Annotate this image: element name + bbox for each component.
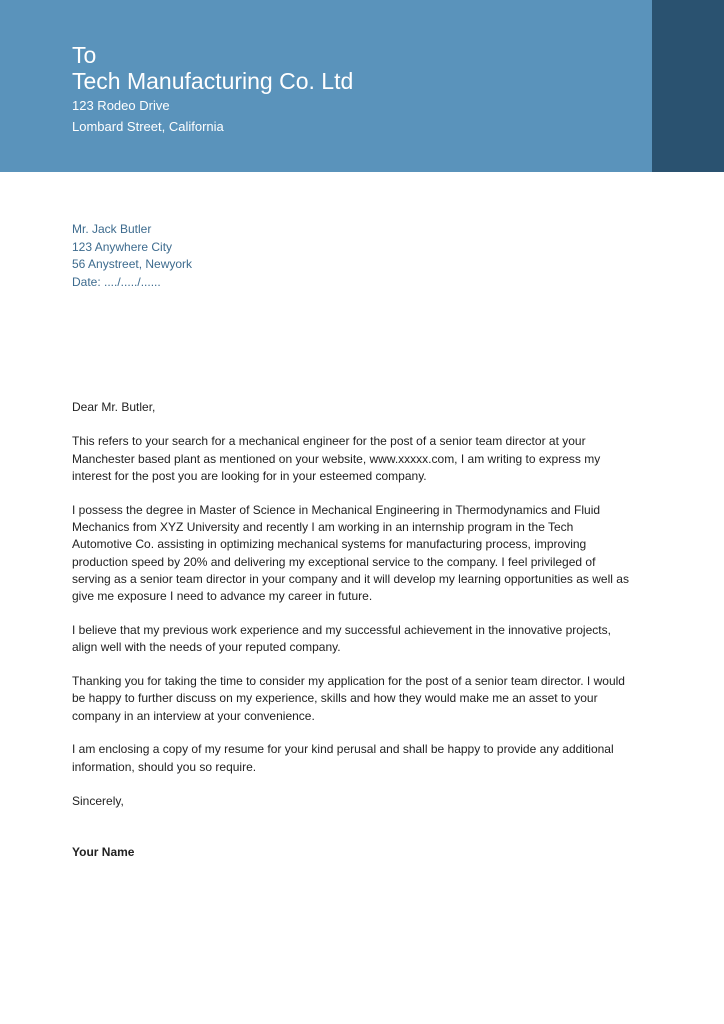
recipient-address-line1: 123 Rodeo Drive bbox=[72, 98, 170, 113]
recipient-to-label: To bbox=[72, 42, 97, 68]
sender-address-line1: 123 Anywhere City bbox=[72, 239, 173, 254]
letter-body bbox=[72, 399, 632, 861]
paragraph-qualifications: I possess the degree in Master of Science in Mechanical Engineering in Thermodynamics and Fluid Mechanics from XYZ University and recently I am working in an internship program in the Tech Automotive Co. assisting in optimizing mechanical systems for manufacturing process, improving production speed by 20% and delivering my exceptional service to the company. I feel privileged of serving as a senior team director in your company and it will develop my learning opportunities as well as give me exposure I need to advance my career in future. bbox=[72, 502, 629, 604]
recipient-company: Tech Manufacturing Co. Ltd bbox=[72, 68, 354, 94]
sender-address-line2: 56 Anystreet, Newyork bbox=[72, 257, 193, 271]
sender-block bbox=[72, 221, 192, 291]
salutation: Dear Mr. Butler, bbox=[72, 400, 156, 414]
recipient-address-line2: Lombard Street, California bbox=[72, 119, 224, 134]
signature: Your Name bbox=[72, 844, 135, 859]
paragraph-intro: This refers to your search for a mechanical engineer for the post of a senior team director at your Manchester based plant as mentioned on your website, www.xxxxx.com, I am writing to express my interest for the post you are looking for in your esteemed company. bbox=[72, 434, 601, 483]
paragraph-enclosure: I am enclosing a copy of my resume for your kind perusal and shall be happy to provide any additional information, should you so require. bbox=[72, 742, 614, 774]
closing: Sincerely, bbox=[72, 793, 124, 808]
paragraph-thanks: Thanking you for taking the time to consider my application for the post of a senior team director. I would be happy to further discuss on my experience, skills and how they would make me an asset to your company in an interview at your convenience. bbox=[72, 674, 625, 723]
header-accent-block bbox=[652, 0, 724, 172]
paragraph-experience: I believe that my previous work experience and my successful achievement in the innovative projects, align well with the needs of your reputed company. bbox=[72, 622, 611, 655]
sender-date: Date: ..../...../...... bbox=[72, 274, 161, 289]
sender-name: Mr. Jack Butler bbox=[72, 222, 152, 236]
recipient-block bbox=[72, 42, 353, 137]
